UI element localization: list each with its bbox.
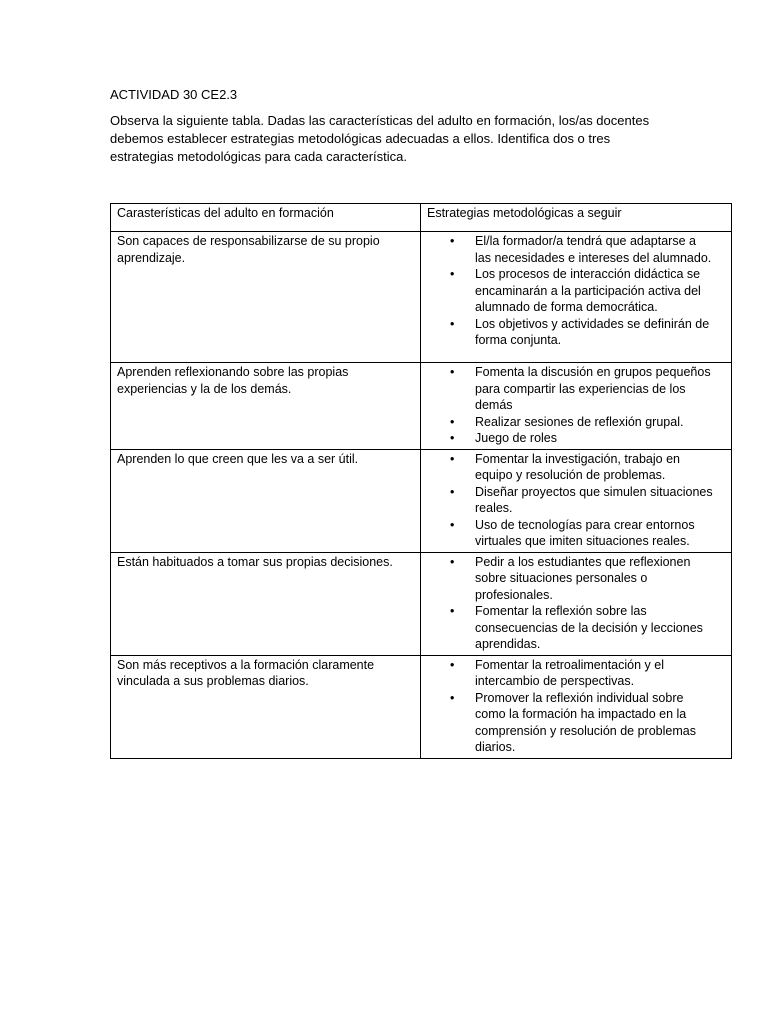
strategy-text: • Uso de tecnologías para crear entornos [475, 517, 695, 532]
strategy-item [427, 484, 725, 517]
strategies-cell [421, 232, 732, 363]
strategy-text: equipo y resolución de problemas. [475, 468, 666, 482]
strategy-text: reales. [475, 501, 513, 515]
strategy-text: comprensión y resolución de problemas [475, 723, 696, 738]
strategies-table [110, 203, 732, 759]
characteristic-cell [111, 232, 421, 363]
strategy-text: • Los objetivos y actividades se definirán de [475, 316, 710, 331]
strategy-item [427, 430, 725, 447]
strategy-list [427, 554, 725, 653]
strategy-text: forma conjunta. [475, 333, 562, 347]
strategies-cell [421, 655, 732, 758]
strategy-item [427, 517, 725, 550]
table-header-row [111, 204, 732, 232]
strategy-text: intercambio de perspectivas. [475, 674, 635, 688]
strategy-text: • Diseñar proyectos que simulen situaciones [475, 484, 713, 499]
table-row [111, 363, 732, 450]
intro-line: Observa la siguiente tabla. Dadas las características del adulto en formación, los/as docentes [110, 113, 650, 128]
strategies-cell [421, 552, 732, 655]
strategies-cell [421, 449, 732, 552]
strategy-item [427, 690, 725, 756]
strategy-text: profesionales. [475, 587, 553, 602]
strategy-text: • El/la formador/a tendrá que adaptarse a [475, 234, 696, 248]
strategy-text: las necesidades e intereses del alumnado. [475, 250, 712, 265]
strategy-text: demás [475, 398, 513, 412]
characteristic-text: vinculada a sus problemas diarios. [117, 674, 309, 688]
table-row [111, 232, 732, 363]
strategy-item [427, 603, 725, 653]
intro-line: debemos establecer estrategias metodológicas adecuadas a ellos. Identifica dos o tres [110, 131, 611, 146]
characteristic-text: experiencias y la de los demás. [117, 381, 292, 396]
strategy-item [427, 233, 725, 266]
table-row [111, 449, 732, 552]
characteristic-cell [111, 552, 421, 655]
characteristic-text: Son más receptivos a la formación claramente [117, 657, 375, 672]
strategy-list [427, 364, 725, 447]
strategy-text: aprendidas. [475, 637, 541, 651]
strategy-item [427, 554, 725, 604]
strategy-text: • Fomentar la investigación, trabajo en [475, 451, 680, 466]
strategy-item [427, 657, 725, 690]
table-body [111, 232, 732, 759]
strategy-text: sobre situaciones personales o [475, 571, 648, 585]
characteristic-text: Aprenden lo que creen que les va a ser útil. [117, 451, 359, 466]
characteristic-cell [111, 449, 421, 552]
strategy-text: • Fomentar la reflexión sobre las [475, 604, 647, 618]
strategy-text: diarios. [475, 740, 516, 754]
strategy-text: encaminarán a la participación activa del [475, 283, 701, 298]
strategy-text: • Realizar sesiones de reflexión grupal. [475, 414, 684, 429]
strategy-list [427, 233, 725, 349]
intro-line: estrategias metodológicas para cada característica. [110, 149, 407, 164]
strategy-text: como la formación ha impactado en la [475, 707, 687, 721]
characteristic-text: aprendizaje. [117, 250, 186, 265]
activity-title: ACTIVIDAD 30 CE2.3 [110, 87, 238, 102]
table-row [111, 552, 732, 655]
strategy-text: • Fomenta la discusión en grupos pequeños [475, 365, 711, 379]
strategy-text: consecuencias de la decisión y lecciones [475, 620, 703, 635]
strategy-text: • Pedir a los estudiantes que reflexionen [475, 554, 691, 569]
strategy-item [427, 266, 725, 316]
characteristic-text: Son capaces de responsabilizarse de su propio [117, 234, 380, 248]
strategy-item [427, 451, 725, 484]
strategy-text: para compartir las experiencias de los [475, 381, 686, 396]
strategy-list [427, 657, 725, 756]
strategy-text: alumnado de forma democrática. [475, 300, 658, 314]
strategy-item [427, 316, 725, 349]
strategy-item [427, 364, 725, 414]
strategies-cell [421, 363, 732, 450]
characteristic-text: Están habituados a tomar sus propias decisiones. [117, 554, 393, 569]
strategy-text: virtuales que imiten situaciones reales. [475, 534, 690, 548]
strategy-text: • Promover la reflexión individual sobre [475, 690, 684, 705]
characteristic-text: Aprenden reflexionando sobre las propias [117, 365, 349, 379]
characteristic-cell [111, 363, 421, 450]
characteristic-cell [111, 655, 421, 758]
strategy-item [427, 414, 725, 431]
table-row [111, 655, 732, 758]
strategy-text: • Fomentar la retroalimentación y el [475, 657, 664, 672]
strategy-text: • Los procesos de interacción didáctica se [475, 267, 701, 281]
intro-paragraph [110, 112, 655, 166]
header-strategies: Estrategias metodológicas a seguir [421, 204, 732, 232]
strategy-list [427, 451, 725, 550]
strategy-text: • Juego de roles [475, 431, 558, 445]
header-characteristics: Carasterísticas del adulto en formación [111, 204, 421, 232]
